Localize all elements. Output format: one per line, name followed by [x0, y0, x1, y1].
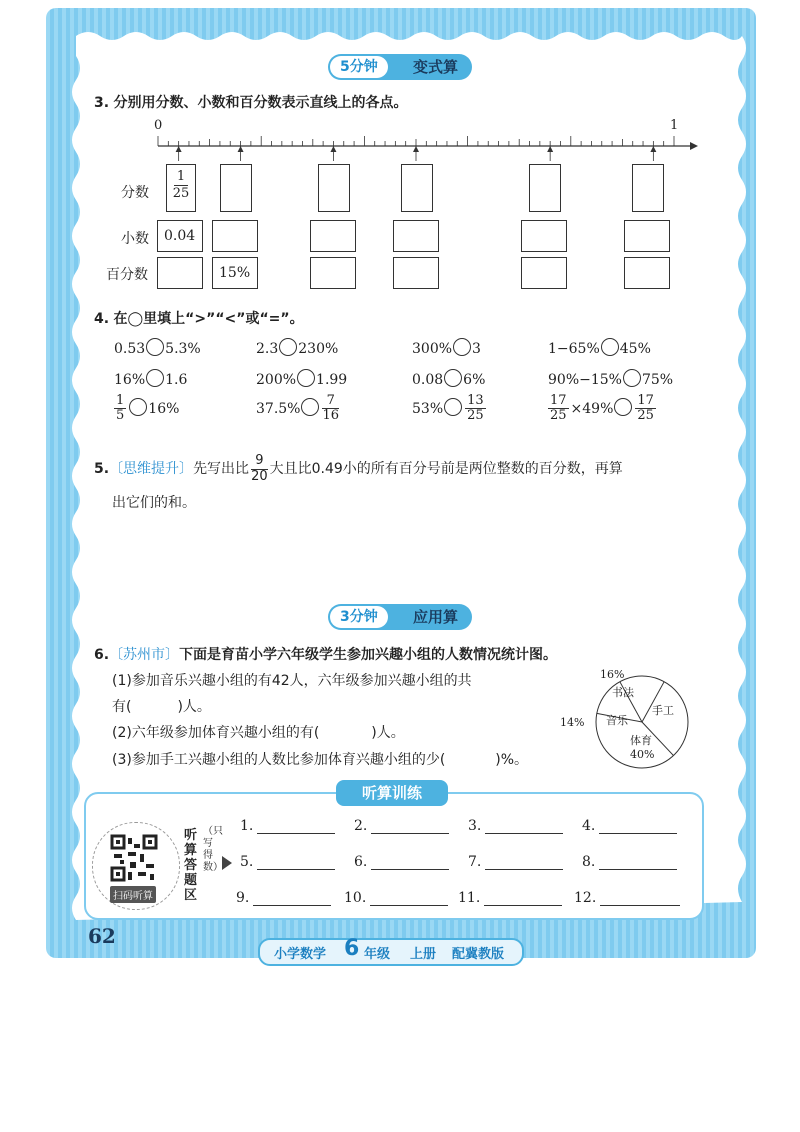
fraction-box-5[interactable]: [529, 164, 561, 212]
compare-circle[interactable]: [146, 338, 164, 356]
decimal-box-4[interactable]: [393, 220, 439, 252]
pie-label-tiyu: 体育: [630, 734, 652, 747]
question-5: 5.〔思维提升〕先写出比 $\frac{9}{20}$ 大且比0.49小的所有百分号前是两位整数的百分数，再算: [94, 453, 623, 484]
q6-part3: (3)参加手工兴趣小组的人数比参加体育兴趣小组的少( )%。: [112, 752, 529, 768]
fraction-box-1: [166, 164, 196, 212]
percent-box-6[interactable]: [624, 257, 670, 289]
row-label-fraction: 分数: [121, 185, 149, 201]
number-line-pointer-head: [238, 146, 244, 152]
question-6: [94, 644, 557, 664]
compare-2-1: 16% 1.6: [114, 369, 187, 388]
question-number: 3.: [94, 95, 110, 111]
page-number: 62: [88, 924, 116, 948]
fraction-numerator: 1: [174, 169, 188, 186]
question-3: [94, 92, 408, 112]
number-line-point-arrows: [176, 146, 657, 161]
percent-box-4[interactable]: [393, 257, 439, 289]
row-label-percent: 百分数: [106, 267, 148, 283]
play-arrow-icon: [222, 856, 232, 870]
compare-circle[interactable]: [601, 338, 619, 356]
q6-part1-line1: (1)参加音乐兴趣小组的有42人，六年级参加兴趣小组的共: [112, 673, 472, 689]
number-line-zero: 0: [154, 118, 163, 133]
qr-code-icon: [110, 834, 158, 882]
compare-circle[interactable]: [129, 398, 147, 416]
pie-label-shufa: 书法: [612, 686, 634, 699]
question-text: 下面是育苗小学六年级学生参加兴趣小组的人数情况统计图。: [179, 647, 558, 663]
percent-box-1[interactable]: [157, 257, 203, 289]
answer-item[interactable]: 4.: [582, 818, 677, 834]
fraction-box-4[interactable]: [401, 164, 433, 212]
question-tag: 〔苏州市〕: [109, 647, 180, 663]
compare-2-2: 200% 1.99: [256, 369, 347, 388]
question-number: 4.: [94, 311, 110, 327]
pie-label-shougong: 手工: [652, 704, 674, 717]
answer-item[interactable]: 11.: [458, 890, 562, 906]
section-title: 变式算: [412, 58, 458, 76]
section-header-yingyongsuan: [328, 604, 472, 630]
number-line-pointer-head: [547, 146, 553, 152]
compare-1-4: 1−65% 45%: [548, 338, 651, 357]
percent-box-3[interactable]: [310, 257, 356, 289]
decimal-box-1: 0.04: [157, 220, 203, 252]
question-number: 5.: [94, 461, 110, 477]
answer-item[interactable]: 12.: [574, 890, 680, 906]
number-line: [150, 116, 700, 161]
answer-item[interactable]: 10.: [344, 890, 448, 906]
qr-scan-label: 扫码听算: [110, 886, 156, 903]
decimal-box-5[interactable]: [521, 220, 567, 252]
section-time-badge: 3分钟: [330, 606, 388, 628]
decimal-box-3[interactable]: [310, 220, 356, 252]
q6-part2: (2)六年级参加体育兴趣小组的有( )人。: [112, 725, 405, 741]
question-number: 6.: [94, 647, 110, 663]
question-5-line2: 出它们的和。: [112, 495, 196, 511]
compare-circle[interactable]: [301, 398, 319, 416]
answer-area-note: （只写得数）: [203, 826, 223, 873]
decimal-box-6[interactable]: [624, 220, 670, 252]
answer-item[interactable]: 9.: [236, 890, 331, 906]
compare-circle[interactable]: [444, 369, 462, 387]
answer-item[interactable]: 2.: [354, 818, 449, 834]
compare-circle[interactable]: [146, 369, 164, 387]
q6-part1-line2: 有( )人。: [112, 699, 211, 715]
compare-circle[interactable]: [623, 369, 641, 387]
compare-1-1: 0.53 5.3%: [114, 338, 201, 357]
pie-label-yinyue: 音乐: [606, 714, 628, 727]
answer-item[interactable]: 3.: [468, 818, 563, 834]
compare-3-2: 37.5% $\frac{7}{16}$: [256, 393, 340, 424]
fraction-box-6[interactable]: [632, 164, 664, 212]
answer-item[interactable]: 6.: [354, 854, 449, 870]
compare-circle[interactable]: [614, 398, 632, 416]
pie-chart: [560, 664, 690, 774]
answer-item[interactable]: 7.: [468, 854, 563, 870]
compare-circle[interactable]: [444, 398, 462, 416]
fraction-denominator: 25: [172, 185, 190, 201]
number-line-pointer-head: [176, 146, 182, 152]
question-4: [94, 308, 304, 328]
question-text: 分别用分数、小数和百分数表示直线上的各点。: [113, 95, 408, 111]
question-text: 在◯里填上“>”“<”或“=”。: [113, 311, 304, 327]
fraction-box-3[interactable]: [318, 164, 350, 212]
number-line-pointer-head: [650, 146, 656, 152]
compare-1-3: 300% 3: [412, 338, 481, 357]
section-title: 应用算: [412, 608, 458, 626]
answer-item[interactable]: 8.: [582, 854, 677, 870]
question-tag: 〔思维提升〕: [109, 461, 194, 477]
section-header-bianshisuan: [328, 54, 472, 80]
listening-title-tab: 听算训练: [336, 780, 448, 806]
fraction-box-2[interactable]: [220, 164, 252, 212]
pie-value-14: 14%: [560, 716, 585, 729]
compare-1-2: 2.3 230%: [256, 338, 338, 357]
number-line-pointer-head: [330, 146, 336, 152]
section-time-badge: 5分钟: [330, 56, 388, 78]
number-line-one: 1: [670, 118, 679, 133]
answer-item[interactable]: 5.: [240, 854, 335, 870]
percent-box-5[interactable]: [521, 257, 567, 289]
fraction-9-20: $\frac{9}{20}$: [251, 453, 268, 484]
row-label-decimal: 小数: [121, 231, 149, 247]
answer-item[interactable]: 1.: [240, 818, 335, 834]
compare-2-4: 90%−15% 75%: [548, 369, 673, 388]
number-line-pointer-head: [413, 146, 419, 152]
pie-value-40: 40%: [630, 748, 655, 761]
compare-circle[interactable]: [453, 338, 471, 356]
compare-circle[interactable]: [297, 369, 315, 387]
compare-2-3: 0.08 6%: [412, 369, 485, 388]
pie-value-16: 16%: [600, 668, 625, 681]
percent-box-2: 15%: [212, 257, 258, 289]
compare-3-1: $\frac{1}{5}$ 16%: [116, 393, 180, 424]
answer-area-label: 听算答题区: [184, 828, 198, 903]
compare-circle[interactable]: [279, 338, 297, 356]
compare-3-3: 53% $\frac{13}{25}$: [412, 393, 484, 424]
decimal-box-2[interactable]: [212, 220, 258, 252]
footer-book-info: 小学数学 6 年级 上册 配冀教版: [258, 938, 524, 966]
number-line-ticks: [158, 136, 674, 146]
compare-3-4: $\frac{17}{25}$ ×49% $\frac{17}{25}$: [550, 393, 654, 424]
